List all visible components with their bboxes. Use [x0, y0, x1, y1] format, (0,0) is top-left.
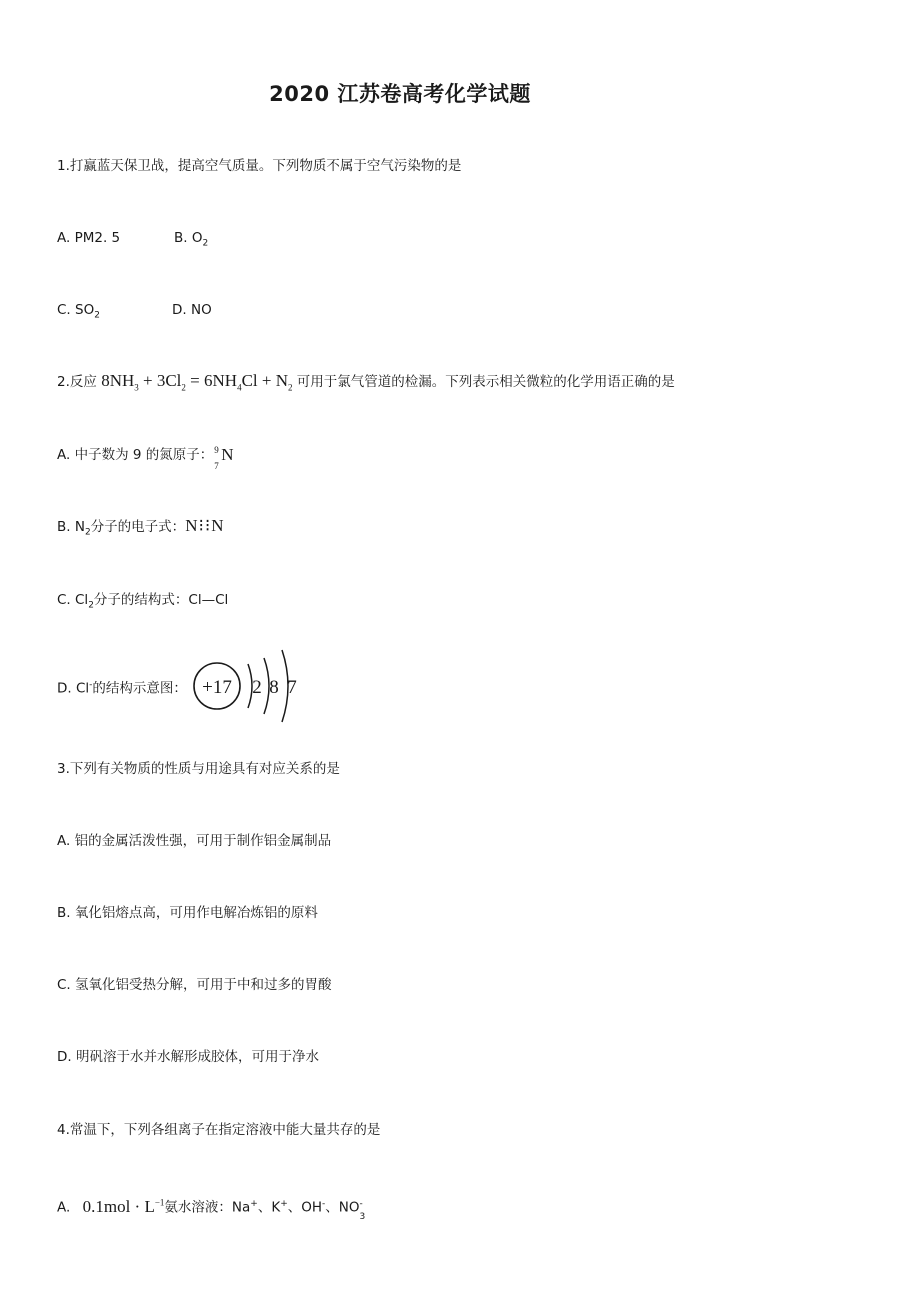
chloride-structure-diagram — [190, 648, 310, 728]
shell-2-electrons: 8 — [269, 677, 279, 698]
q2-option-c: C. $Cl_2$分子的结构式：Cl—Cl — [57, 592, 229, 611]
shell-arc-2 — [264, 658, 269, 714]
q2-option-b: B. $N_2$分子的电子式：N⁝⁝N — [57, 516, 225, 538]
q4-option-a: A. $0.1mol \cdot L^{-1}$氨水溶液：Na+、K+、OH-、NO - 3 — [57, 1192, 368, 1218]
q1-option-a: A. PM2. 5 — [57, 230, 121, 246]
q1-option-d: D. NO — [172, 302, 212, 318]
q1-option-c: C. $SO_2$ — [57, 302, 100, 321]
concentration: $0.1mol \cdot L^{-1}$ — [82, 1196, 165, 1216]
q3-option-d: D. 明矾溶于水并水解形成胶体，可用于净水 — [57, 1049, 319, 1065]
q3-option-a: A. 铝的金属活泼性强，可用于制作铝金属制品 — [57, 833, 332, 849]
q3-stem: 3.下列有关物质的性质与用途具有对应关系的是 — [57, 761, 340, 777]
n2-electron-formula: N⁝⁝N — [185, 516, 225, 535]
shell-1-electrons: 2 — [252, 677, 262, 698]
nitrogen-isotope: 9 7 N — [214, 445, 234, 471]
q2-stem: 2.反应 $8NH_3 + 3Cl_2 = 6NH_4Cl + N_2$ 可用于氯气管道的检漏。下列表示相关微粒的化学用语正确的是 — [57, 371, 675, 393]
q2-option-a: A. 中子数为 9 的氮原子： 9 7 N — [57, 445, 234, 471]
q1-option-b: B. $O_2$ — [174, 230, 209, 249]
nucleus-charge: +17 — [202, 677, 232, 698]
page-title: 2020 江苏卷高考化学试题 — [269, 82, 531, 106]
q2-option-d: D. Cl-的结构示意图： — [57, 680, 187, 697]
shell-3-electrons: 7 — [287, 677, 297, 698]
reaction-equation: $8NH_3 + 3Cl_2 = 6NH_4Cl + N_2$ — [101, 371, 293, 393]
q1-stem: 1.打赢蓝天保卫战，提高空气质量。下列物质不属于空气污染物的是 — [57, 158, 462, 174]
q3-option-c: C. 氢氧化铝受热分解，可用于中和过多的胃酸 — [57, 977, 332, 993]
q4-stem: 4.常温下，下列各组离子在指定溶液中能大量共存的是 — [57, 1122, 381, 1138]
q3-option-b: B. 氧化铝熔点高，可用作电解冶炼铝的原料 — [57, 905, 318, 921]
nitrate-charge: - 3 — [359, 1198, 366, 1222]
